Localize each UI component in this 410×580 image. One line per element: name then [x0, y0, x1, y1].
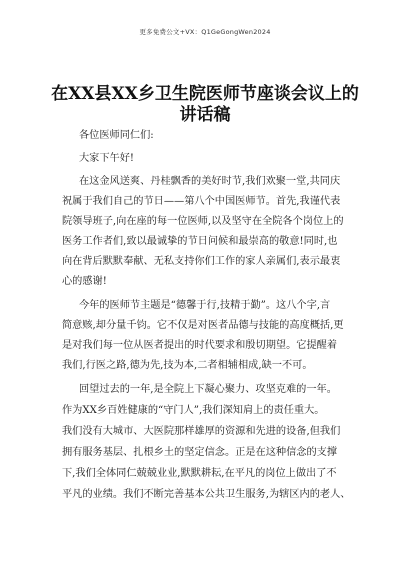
paragraph-line: 向在背后默默奉献、无私支持你们工作的家人亲属们,表示最衷 [62, 256, 341, 267]
paragraph-line: 下,我们全体同仁兢兢业业,默默耕耘,在平凡的岗位上做出了不 [62, 468, 337, 479]
header-note: 更多免费公文+VX：Q1GeGongWen2024 [139, 28, 271, 36]
paragraph-line: 我们没有大城市、大医院那样雄厚的资源和先进的设备,但我们 [62, 426, 341, 437]
paragraph-line: 平凡的业绩。我们不断完善基本公共卫生服务,为辖区内的老人、 [62, 489, 351, 500]
paragraph-line: 简意赅,却分量千钧。它不仅是对医者品德与技能的高度概括,更 [62, 320, 344, 331]
paragraph-line: 医务工作者们,致以最诚挚的节日问候和最崇高的敬意!同时,也 [62, 236, 338, 247]
document-title: 在XX县XX乡卫生院医师节座谈会议上的讲话稿 [51, 84, 359, 125]
paragraph-line: 作为XX乡百姓健康的“守门人”,我们深知肩上的责任重大。 [62, 405, 325, 416]
paragraph-line: 今年的医师节主题是“德馨于行,技精于勤”。这八个字,言 [79, 300, 331, 311]
paragraph-line: 我们,行医之路,德为先,技为本,二者相辅相成,缺一不可。 [62, 360, 313, 371]
paragraph-line: 在这金风送爽、丹桂飘香的美好时节,我们欢聚一堂,共同庆 [79, 176, 341, 187]
paragraph-line: 心的感谢! [62, 276, 107, 287]
greeting-line: 大家下午好! [79, 153, 135, 164]
paragraph-line: 回望过去的一年,是全院上下凝心聚力、攻坚克难的一年。 [79, 384, 337, 395]
paragraph-line: 是对我们每一位从医者提出的时代要求和殷切期望。它提醒着 [62, 340, 338, 351]
paragraph-line: 院领导班子,向在座的每一位医师,以及坚守在全院各个岗位上的 [62, 216, 344, 227]
salutation-line: 各位医师同仁们: [79, 130, 154, 141]
paragraph-line: 拥有服务基层、扎根乡土的坚定信念。正是在这种信念的支撑 [62, 447, 338, 458]
paragraph-line: 祝属于我们自己的节日——第八个中国医师节。首先,我谨代表 [62, 196, 341, 207]
